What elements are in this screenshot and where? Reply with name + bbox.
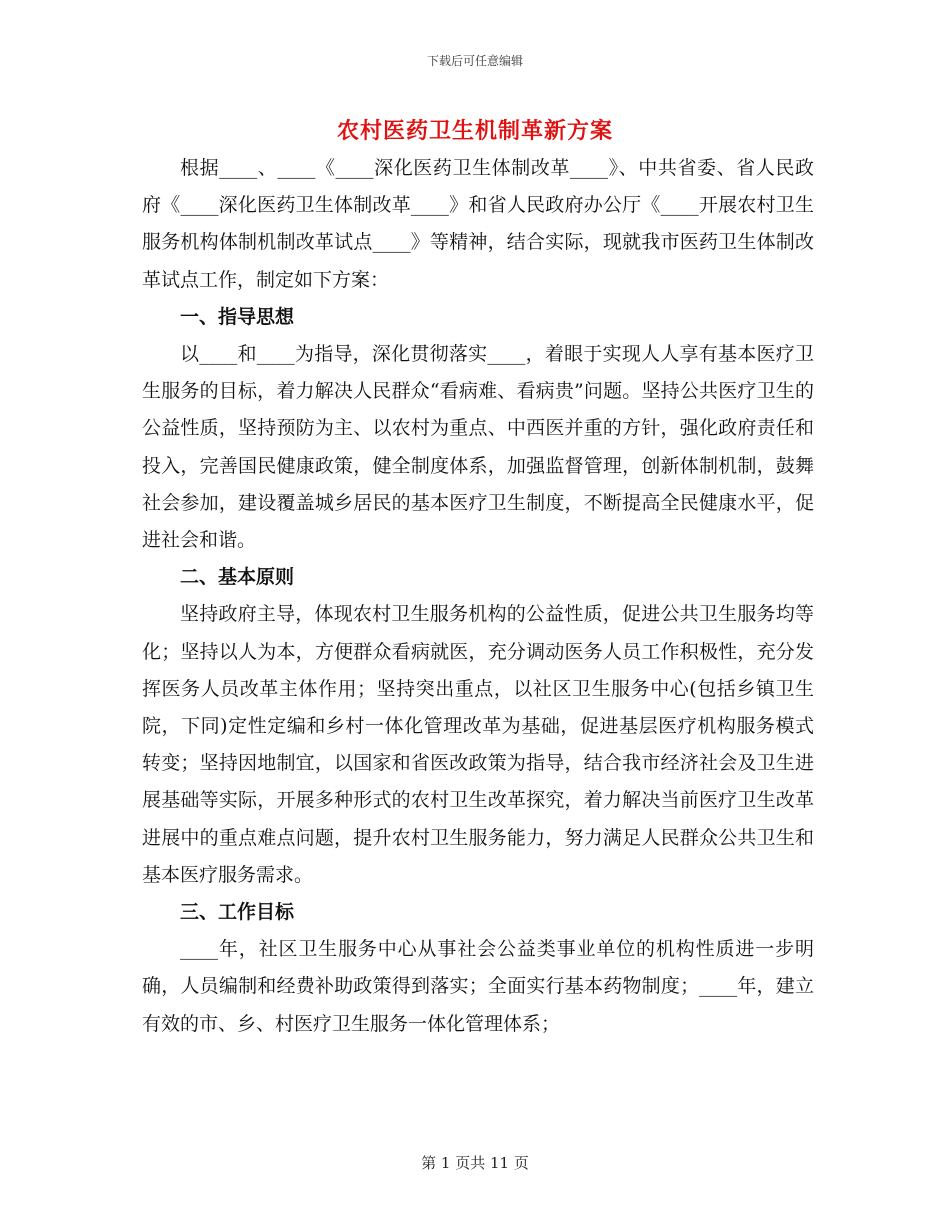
- intro-paragraph: 根据____、____《____深化医药卫生体制改革____》、中共省委、省人民政府《____深化医药卫生体制改革____》和省人民政府办公厅《____开展农村卫生服务机构体制机制改革试点____》等精神，结合实际，现就我市医药卫生体制改革试点工作，制定如下方案：: [142, 157, 814, 291]
- document-body: [142, 150, 814, 1043]
- document-title: 农村医药卫生机制革新方案: [336, 118, 613, 144]
- work-goals-paragraph: ____年，社区卫生服务中心从事社会公益类事业单位的机构性质进一步明确，人员编制和经费补助政策得到落实；全面实行基本药物制度；____年，建立有效的市、乡、村医疗卫生服务一体化管理体系；: [142, 938, 814, 1035]
- section-heading-guiding-ideology: 一、指导思想: [180, 305, 295, 328]
- section-heading-work-goals: 三、工作目标: [180, 901, 295, 924]
- guiding-ideology-paragraph: 以____和____为指导，深化贯彻落实____，着眼于实现人人享有基本医疗卫生服务的目标，着力解决人民群众“看病难、看病贵”问题。坚持公共医疗卫生的公益性质，坚持预防为主、以农村为重点、中西医并重的方针，强化政府责任和投入，完善国民健康政策，健全制度体系，加强监督管理，创新体制机制，鼓舞社会参加，建设覆盖城乡居民的基本医疗卫生制度，不断提高全民健康水平，促进社会和谐。: [142, 343, 814, 552]
- page-footer: 第 1 页共 11 页: [421, 1154, 529, 1172]
- section-heading-basic-principles: 二、基本原则: [180, 566, 295, 589]
- page-header: 下载后可任意编辑: [426, 54, 523, 68]
- basic-principles-paragraph: 坚持政府主导，体现农村卫生服务机构的公益性质，促进公共卫生服务均等化；坚持以人为本，方便群众看病就医，充分调动医务人员工作积极性，充分发挥医务人员改革主体作用；坚持突出重点，以社区卫生服务中心(包括乡镇卫生院，下同)定性定编和乡村一体化管理改革为基础，促进基层医疗机构服务模式转变；坚持因地制宜，以国家和省医改政策为指导，结合我市经济社会及卫生进展基础等实际，开展多种形式的农村卫生改革探究，着力解决当前医疗卫生改革进展中的重点难点问题，提升农村卫生服务能力，努力满足人民群众公共卫生和基本医疗服务需求。: [142, 603, 814, 886]
